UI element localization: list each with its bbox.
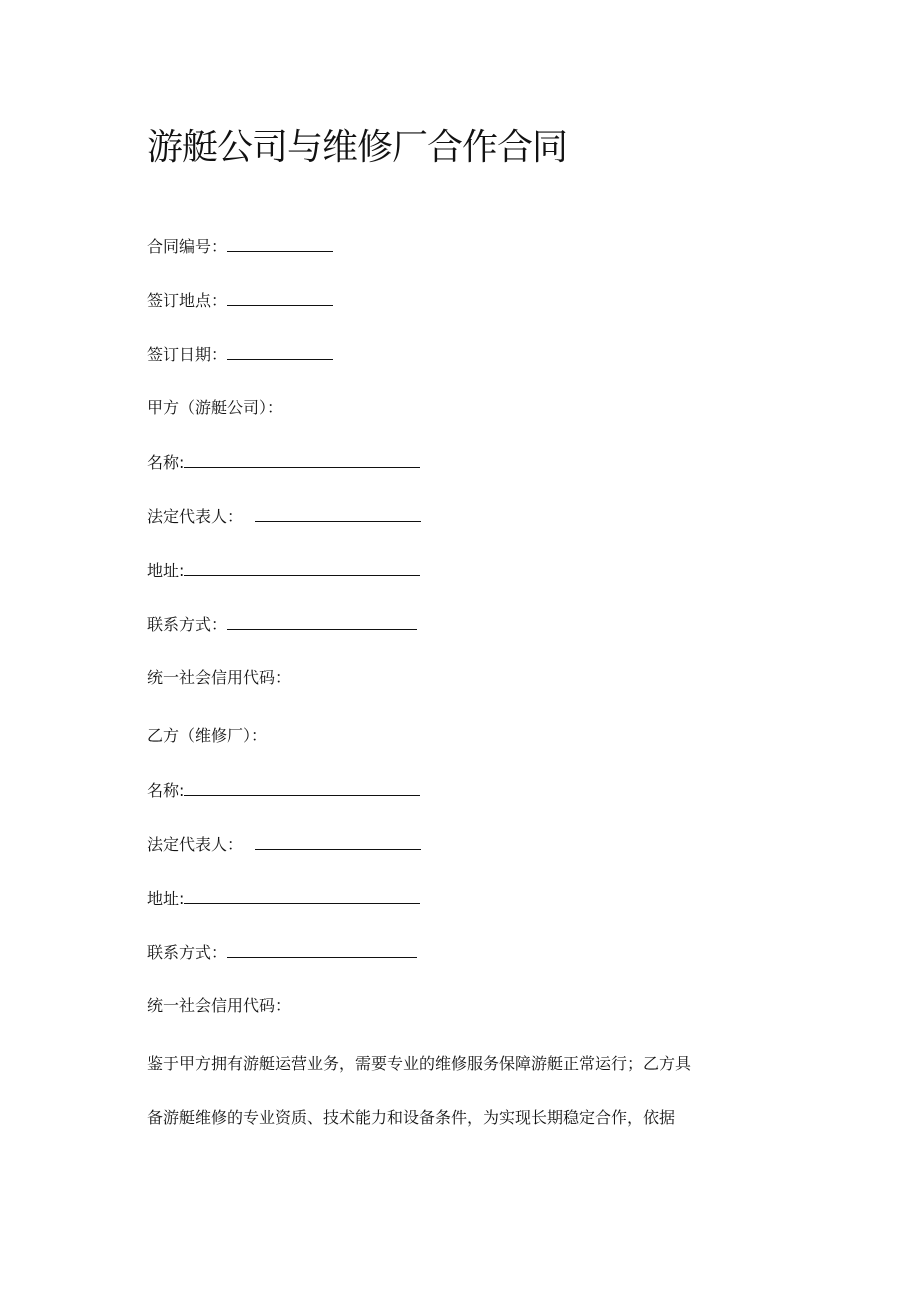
sign-date-row xyxy=(147,342,333,367)
party-b-legal-rep-label: 法定代表人： xyxy=(147,835,244,854)
party-b-name-row xyxy=(147,778,420,803)
party-a-name-blank[interactable] xyxy=(184,450,420,468)
party-b-credit-code-row xyxy=(147,994,291,1018)
party-a-contact-blank[interactable] xyxy=(227,612,417,630)
party-a-legal-rep-label: 法定代表人： xyxy=(147,507,244,526)
party-a-contact-label: 联系方式： xyxy=(147,615,228,634)
party-b-address-blank[interactable] xyxy=(184,886,420,904)
sign-date-blank[interactable] xyxy=(227,342,333,360)
party-a-legal-rep-blank[interactable] xyxy=(255,504,421,522)
party-b-address-label: 地址: xyxy=(147,889,185,908)
party-a-address-row xyxy=(147,558,420,583)
party-a-name-label: 名称: xyxy=(147,453,185,472)
party-b-name-blank[interactable] xyxy=(184,778,420,796)
preamble-line-1: 鉴于甲方拥有游艇运营业务，需要专业的维修服务保障游艇正常运行；乙方具 xyxy=(147,1054,692,1073)
party-b-credit-code-label: 统一社会信用代码： xyxy=(147,996,292,1015)
party-b-contact-row xyxy=(147,940,417,965)
party-b-heading: 乙方（维修厂）： xyxy=(147,726,268,745)
page-title: 游艇公司与维修厂合作合同 xyxy=(147,127,568,168)
party-b-legal-rep-row xyxy=(147,832,421,857)
party-a-heading: 甲方（游艇公司）： xyxy=(147,398,284,417)
contract-number-row xyxy=(147,234,333,259)
party-a-address-label: 地址: xyxy=(147,561,185,580)
contract-number-label: 合同编号： xyxy=(147,237,228,256)
party-b-name-label: 名称: xyxy=(147,781,185,800)
sign-date-label: 签订日期： xyxy=(147,345,228,364)
contract-number-blank[interactable] xyxy=(227,234,333,252)
party-a-credit-code-label: 统一社会信用代码： xyxy=(147,668,292,687)
party-a-credit-code-row xyxy=(147,666,291,690)
sign-place-blank[interactable] xyxy=(227,288,333,306)
preamble-line-2: 备游艇维修的专业资质、技术能力和设备条件，为实现长期稳定合作，依据 xyxy=(147,1108,676,1127)
party-a-name-row xyxy=(147,450,420,475)
sign-place-row xyxy=(147,288,333,313)
party-a-contact-row xyxy=(147,612,417,637)
party-b-legal-rep-blank[interactable] xyxy=(255,832,421,850)
party-a-address-blank[interactable] xyxy=(184,558,420,576)
party-b-address-row xyxy=(147,886,420,911)
party-b-contact-blank[interactable] xyxy=(227,940,417,958)
party-a-legal-rep-row xyxy=(147,504,421,529)
party-b-contact-label: 联系方式： xyxy=(147,943,228,962)
sign-place-label: 签订地点： xyxy=(147,291,228,310)
